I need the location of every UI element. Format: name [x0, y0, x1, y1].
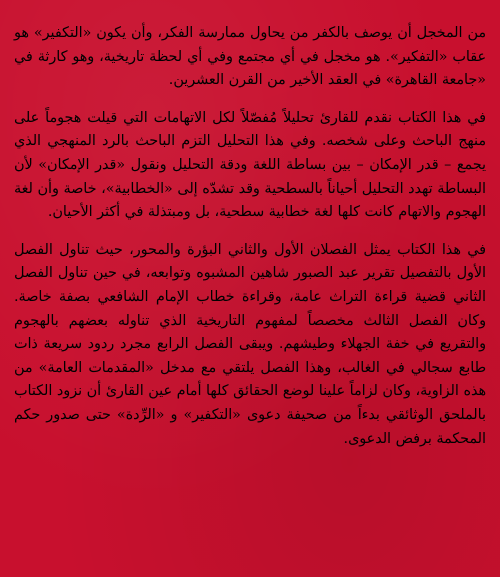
paragraph-chapters: في هذا الكتاب يمثل الفصلان الأول والثاني البؤرة والمحور، حيث تناول الفصل الأول بالتفصيل تقرير عبد الصبور شاهين المشبوه وتوابعه، في حين تناول الفصل الثاني قضية قراءة التراث عامة، وقراءة خطاب الإمام الشافعي بصفة خاصة. وكان الفصل الثالث مخصصاً لمفهوم التاريخية الذي تناوله بعضهم بالهجوم والتقريع في خفة الجهلاء وطيشهم. ويبقى الفصل الرابع مجرد ردود سريعة ذات طابع سجالي في الغالب، وهذا الفصل يلتقي مع مدخل «المقدمات العامة» من هذه الزاوية، وكان لزاماً علينا لوضع الحقائق كلها أمام عين القارئ أن نزود الكتاب بالملحق الوثائقي بدءاً من صحيفة دعوى «التكفير» و «الرِّدة» حتى صدور حكم المحكمة برفض الدعوى.	[14, 241, 486, 447]
paragraph-analysis: في هذا الكتاب نقدم للقارئ تحليلاً مُفصّلاً لكل الاتهامات التي قيلت هجوماً على منهج الباحث وعلى شخصه. وفي هذا التحليل التزم الباحث بالرد المنهجي الذي يجمع – قدر الإمكان – بين بساطة اللغة ودقة التحليل ونقول «قدر الإمكان» لأن البساطة تهدد التحليل أحياناً بالسطحية وقد تشدّه إلى «الخطابية»، خاصة وأن لغة الهجوم والاتهام كانت كلها لغة خطابية سطحية، بل ومبتذلة في أكثر الأحيان.	[14, 109, 486, 221]
paragraph-intro: من المخجل أن يوصف بالكفر من يحاول ممارسة الفكر، وأن يكون «التكفير» هو عقاب «التفكير». هو مخجل في أي مجتمع وفي أي لحظة تاريخية، وهو كارثة في «جامعة القاهرة» في العقد الأخير من القرن العشرين.	[14, 25, 486, 89]
